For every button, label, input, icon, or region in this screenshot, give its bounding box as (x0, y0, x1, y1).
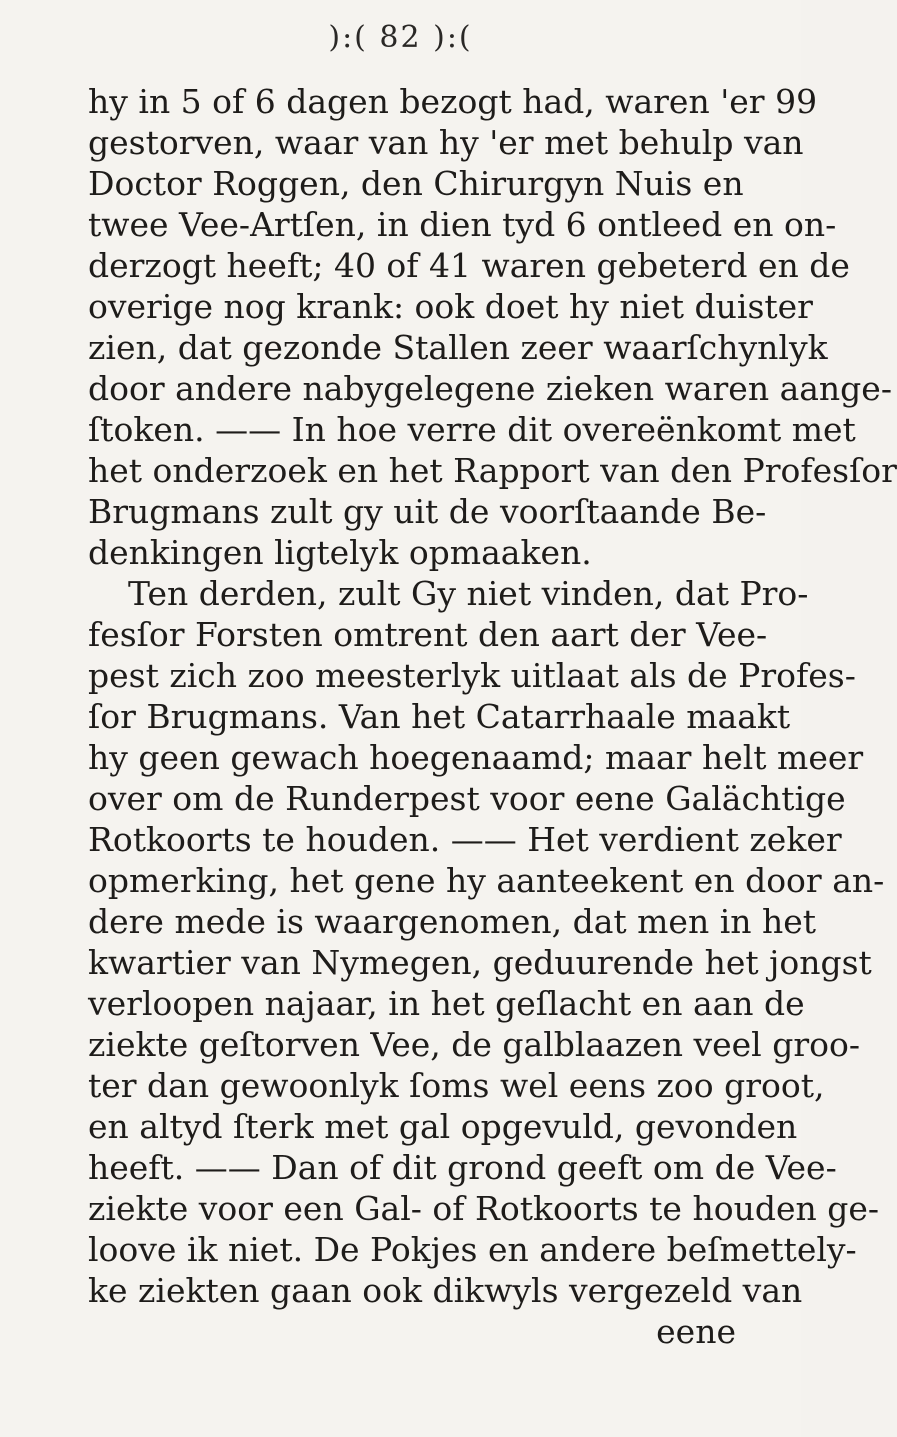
text-line: kwartier van Nymegen, geduurende het jongst (88, 943, 872, 982)
text-line: heeft. —— Dan of dit grond geeft om de Vee- (88, 1148, 837, 1187)
text-line: gestorven, waar van hy 'er met behulp van (88, 123, 804, 162)
text-line: ke ziekten gaan ook dikwyls vergezeld van (88, 1271, 803, 1310)
text-line: hy geen gewach hoegenaamd; maar helt meer (88, 738, 864, 777)
text-line: Ten derden, zult Gy niet vinden, dat Pro- (128, 574, 809, 613)
text-line: dere mede is waargenomen, dat men in het (88, 902, 817, 941)
text-line: fesſor Forsten omtrent den aart der Vee- (88, 615, 768, 654)
text-line: het onderzoek en het Rapport van den Profesſor (88, 451, 897, 490)
text-line: loove ik niet. De Pokjes en andere beſmettely- (88, 1230, 857, 1269)
text-line: ziekte voor een Gal- of Rotkoorts te houden ge- (88, 1189, 880, 1228)
text-line: door andere nabygelegene zieken waren aange- (88, 369, 892, 408)
text-line: Rotkoorts te houden. —— Het verdient zeker (88, 820, 842, 859)
text-line: over om de Runderpest voor eene Galächtige (88, 779, 846, 818)
text-line: twee Vee-Artſen, in dien tyd 6 ontleed en on- (88, 205, 837, 244)
page-number-header: ):( 82 ):( (328, 20, 473, 55)
text-line: ziekte geſtorven Vee, de galblaazen veel groo- (88, 1025, 860, 1064)
text-line: opmerking, het gene hy aanteekent en door an- (88, 861, 885, 900)
catchword: eene (656, 1312, 736, 1351)
text-line: overige nog krank: ook doet hy niet duister (88, 287, 813, 326)
text-line: ſtoken. —— In hoe verre dit overeënkomt met (88, 410, 856, 449)
text-line: derzogt heeft; 40 of 41 waren gebeterd en de (88, 246, 850, 285)
text-line: ſor Brugmans. Van het Catarrhaale maakt (88, 697, 791, 736)
text-line: en altyd ſterk met gal opgevuld, gevonden (88, 1107, 798, 1146)
text-line: zien, dat gezonde Stallen zeer waarſchynlyk (88, 328, 828, 367)
text-line: hy in 5 of 6 dagen bezogt had, waren 'er 99 (88, 82, 818, 121)
text-line: ter dan gewoonlyk ſoms wel eens zoo groot, (88, 1066, 825, 1105)
text-line: pest zich zoo meesterlyk uitlaat als de Profes- (88, 656, 856, 695)
text-line: Brugmans zult gy uit de voorſtaande Be- (88, 492, 767, 531)
text-line: Doctor Roggen, den Chirurgyn Nuis en (88, 164, 744, 203)
text-line: denkingen ligtelyk opmaaken. (88, 533, 592, 572)
text-line: verloopen najaar, in het geſlacht en aan de (88, 984, 805, 1023)
